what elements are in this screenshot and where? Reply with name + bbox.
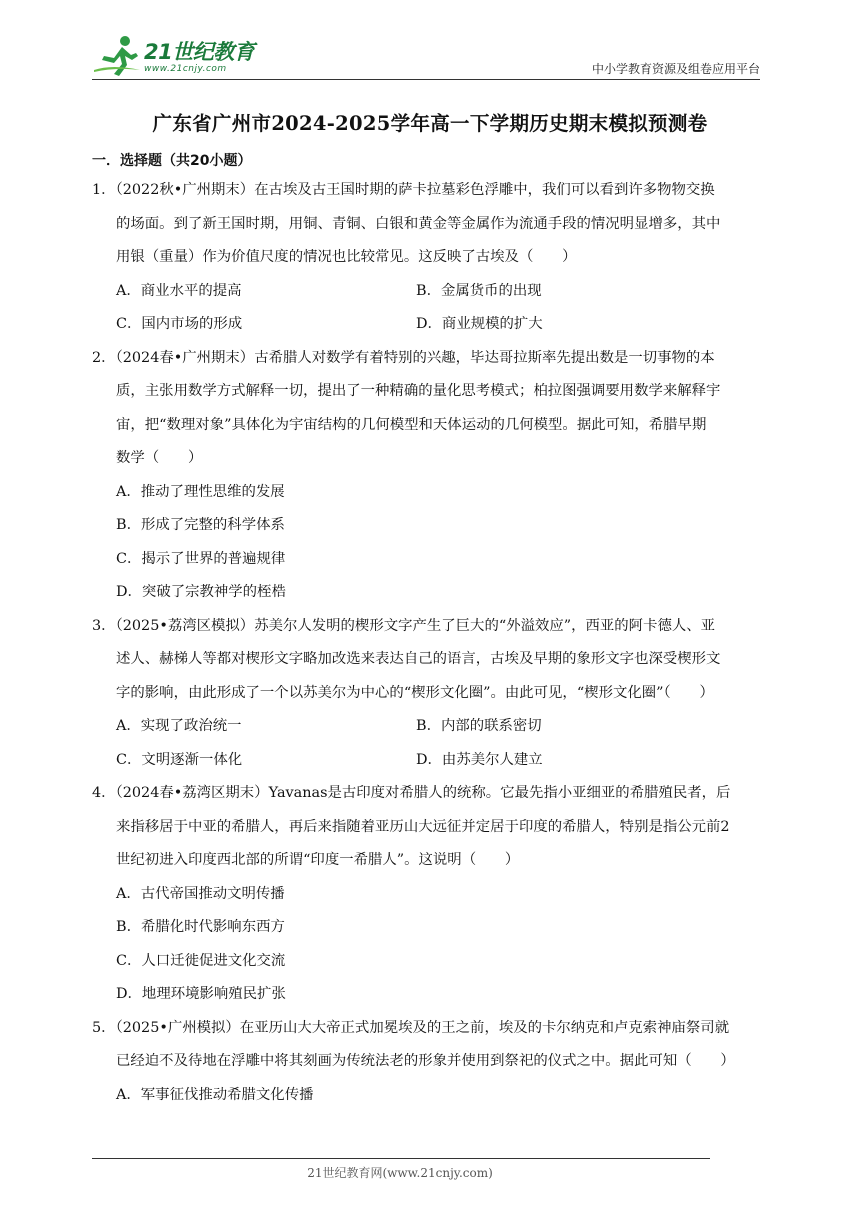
section-heading: 一．选择题（共20小题） xyxy=(92,153,252,169)
option-c[interactable]: C．国内市场的形成 xyxy=(116,316,243,332)
question-list xyxy=(92,174,770,1112)
question-text-line: 5．（2025•广州模拟）在亚历山大大帝正式加冕埃及的王之前，埃及的卡尔纳克和卢克索神庙祭司就 xyxy=(92,1019,730,1036)
question-text-line: 2．（2024春•广州期末）古希腊人对数学有着特别的兴趣，毕达哥拉斯率先提出数是一切事物的本 xyxy=(92,349,715,366)
option-row xyxy=(92,308,770,342)
platform-name: 中小学教育资源及组卷应用平台 xyxy=(591,62,760,76)
page-footer: 21世纪教育网(www.21cnjy.com) xyxy=(307,1166,493,1180)
option-c[interactable]: C．文明逐渐一体化 xyxy=(116,751,243,768)
question-text-line: 来指移居于中亚的希腊人，再后来指随着亚历山大远征并定居于印度的希腊人，特别是指公元前2 xyxy=(116,818,730,835)
site-logo xyxy=(92,34,262,78)
question-text-line: 4．（2024春•荔湾区期末）Yavanas是古印度对希腊人的统称。它最先指小亚细亚的希腊殖民者，后 xyxy=(92,785,731,801)
question-text-line: 质，主张用数学方式解释一切，提出了一种精确的量化思考模式；柏拉图强调要用数学来解释宇 xyxy=(116,383,721,399)
option-d[interactable]: D．地理环境影响殖民扩张 xyxy=(116,986,286,1002)
option-row xyxy=(92,744,770,778)
page-title: 广东省广州市2024-2025学年高一下学期历史期末模拟预测卷 xyxy=(152,112,708,135)
question-text-line: 宙，把“数理对象”具体化为宇宙结构的几何模型和天体运动的几何模型。据此可知，希腊早期 xyxy=(116,416,707,433)
option-c[interactable]: C．揭示了世界的普遍规律 xyxy=(116,550,286,567)
runner-logo-icon xyxy=(92,34,144,78)
footer-divider xyxy=(92,1158,710,1159)
question-text-line: 用银（重量）作为价值尺度的情况也比较常见。这反映了古埃及（ ） xyxy=(116,249,577,265)
option-a[interactable]: A．推动了理性思维的发展 xyxy=(116,483,285,500)
logo-text: 21世纪教育 xyxy=(144,40,255,64)
option-b[interactable]: B．金属货币的出现 xyxy=(416,282,542,299)
option-a[interactable]: A．古代帝国推动文明传播 xyxy=(116,885,285,902)
option-b[interactable]: B．形成了完整的科学体系 xyxy=(116,517,285,533)
question-text-line: 3．（2025•荔湾区模拟）苏美尔人发明的楔形文字产生了巨大的“外溢效应”，西亚的阿卡德人、亚 xyxy=(92,617,716,634)
question-3 xyxy=(92,610,770,778)
option-b[interactable]: B．内部的联系密切 xyxy=(416,718,542,734)
option-d[interactable]: D．突破了宗教神学的桎梏 xyxy=(116,584,286,600)
question-text-line: 世纪初进入印度西北部的所谓“印度一希腊人”。这说明（ ） xyxy=(116,852,520,868)
question-2 xyxy=(92,342,770,610)
question-text-line: 已经迫不及待地在浮雕中将其刻画为传统法老的形象并使用到祭祀的仪式之中。据此可知（ ） xyxy=(116,1053,735,1069)
option-d[interactable]: D．商业规模的扩大 xyxy=(416,316,543,332)
option-row xyxy=(92,710,770,744)
option-b[interactable]: B．希腊化时代影响东西方 xyxy=(116,919,285,935)
question-text-line: 的场面。到了新王国时期，用铜、青铜、白银和黄金等金属作为流通手段的情况明显增多，其中 xyxy=(116,215,721,232)
question-text-line: 1．（2022秋•广州期末）在古埃及古王国时期的萨卡拉墓彩色浮雕中，我们可以看到许多物物交换 xyxy=(92,182,715,198)
page-header xyxy=(92,30,760,80)
option-a[interactable]: A．商业水平的提高 xyxy=(116,282,242,299)
option-a[interactable]: A．军事征伐推动希腊文化传播 xyxy=(116,1086,314,1103)
header-divider xyxy=(92,79,760,80)
option-a[interactable]: A．实现了政治统一 xyxy=(116,718,242,734)
option-c[interactable]: C．人口迁徙促进文化交流 xyxy=(116,952,286,969)
question-text-line: 数学（ ） xyxy=(116,450,203,466)
question-4 xyxy=(92,777,770,1012)
option-d[interactable]: D．由苏美尔人建立 xyxy=(416,751,543,768)
question-5 xyxy=(92,1012,770,1113)
option-row xyxy=(92,275,770,309)
question-text-line: 字的影响，由此形成了一个以苏美尔为中心的“楔形文化圈”。由此可见，“楔形文化圈”（ ） xyxy=(116,684,714,701)
logo-url: www.21cnjy.com xyxy=(144,64,227,74)
question-1 xyxy=(92,174,770,342)
question-text-line: 述人、赫梯人等都对楔形文字略加改选来表达自己的语言，古埃及早期的象形文字也深受楔形文 xyxy=(116,651,721,667)
